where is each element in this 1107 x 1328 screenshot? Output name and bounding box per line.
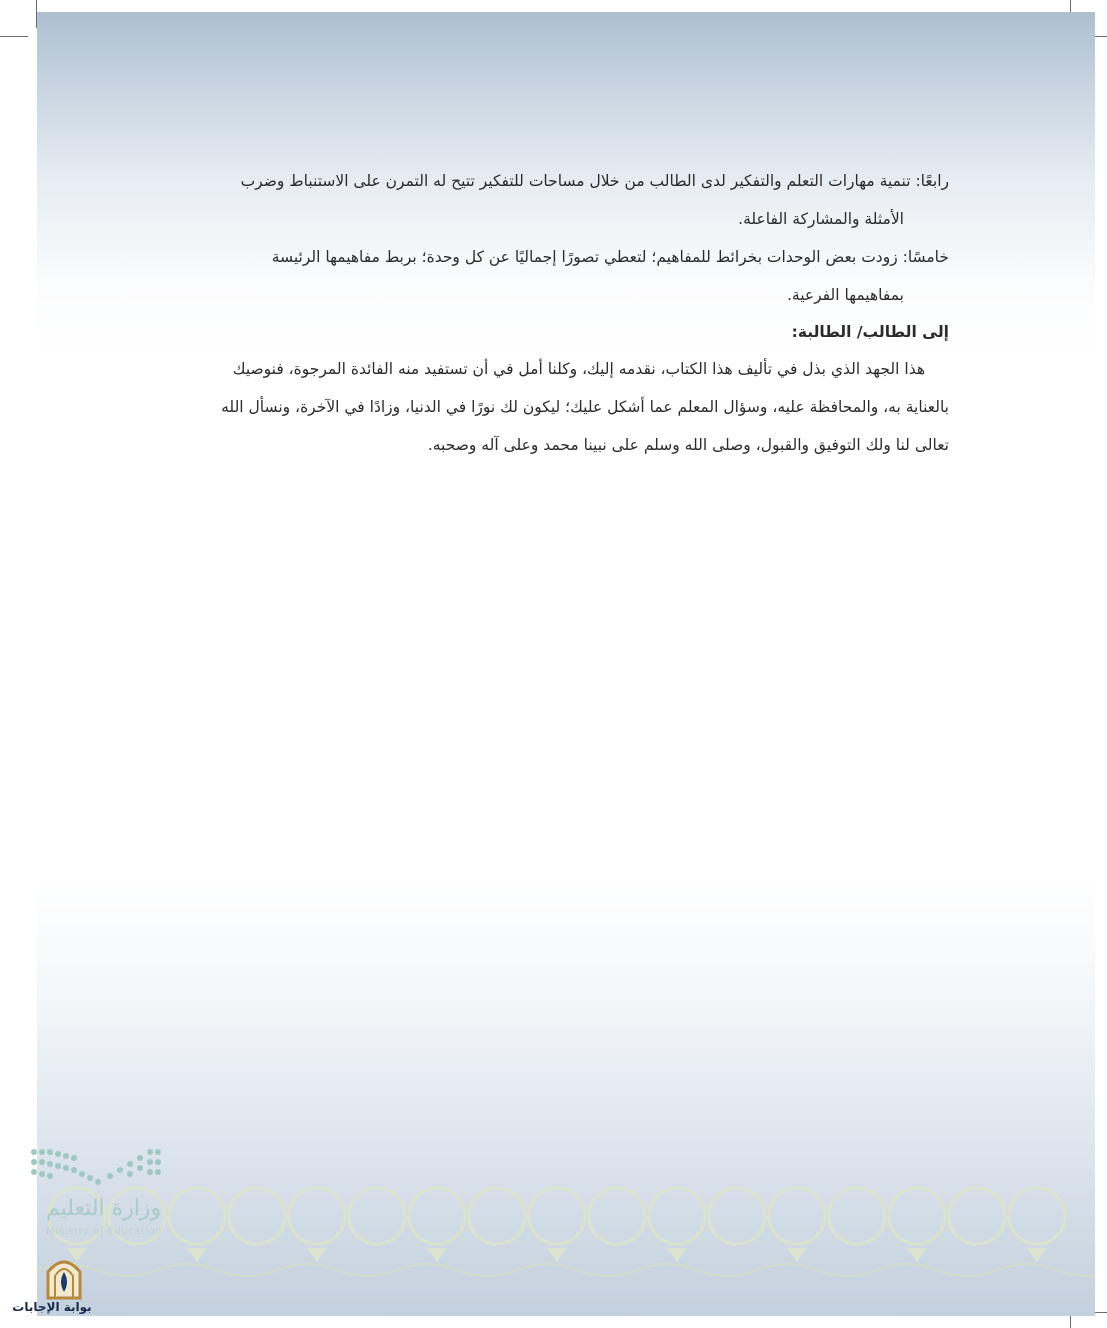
ministry-name: وزارة التعليم [46,1196,162,1221]
closing-line-3: تعالى لنا ولك التوفيق والقبول، وصلى الله وسلم على نبينا محمد وعلى آله وصحبه. [427,436,949,454]
decorative-border-ornament [37,1178,1095,1278]
ministry-logo [24,1146,194,1246]
document-page [37,12,1095,1316]
ministry-subtitle: Ministry of Education [46,1226,162,1237]
paragraph-fourth-line-1: رابعًا: تنمية مهارات التعلم والتفكير لدى الطالب من خلال مساحات للتفكير تتيح له التمرن على الاستنباط وضرب [240,172,949,190]
paragraph-fifth-line-1: خامسًا: زودت بعض الوحدات بخرائط للمفاهيم؛ لتعطي تصورًا إجماليًا عن كل وحدة؛ بربط مفاهيمها الرئيسة [271,248,949,266]
paragraph-fourth [161,162,949,200]
paragraph-fourth-continued [161,200,949,238]
paragraph-fifth-line-2: بمفاهيمها الفرعية. [786,286,904,304]
paragraph-fifth [161,238,949,276]
paragraph-fifth-continued [161,276,949,314]
closing-line-2: بالعناية به، والمحافظة عليه، وسؤال المعلم عما أشكل عليك؛ ليكون لك نورًا في الدنيا، وزادًا في الآخرة، ونسأل الله [221,398,949,416]
lantern-icon [44,1254,84,1300]
crop-mark-top-left [0,36,28,37]
ministry-dots-icon [26,1146,166,1194]
body-text [161,162,949,464]
paragraph-fourth-line-2: الأمثلة والمشاركة الفاعلة. [738,210,904,228]
audience-heading: إلى الطالب/ الطالبة: [791,323,949,341]
answers-gateway-logo [0,1254,104,1328]
gateway-label: بوابة الإجابات [12,1300,92,1314]
closing-line-1: هذا الجهد الذي بذل في تأليف هذا الكتاب، نقدمه إليك، وكلنا أمل في أن تستفيد منه الفائدة المرجوة، فنوصيك [232,360,925,378]
